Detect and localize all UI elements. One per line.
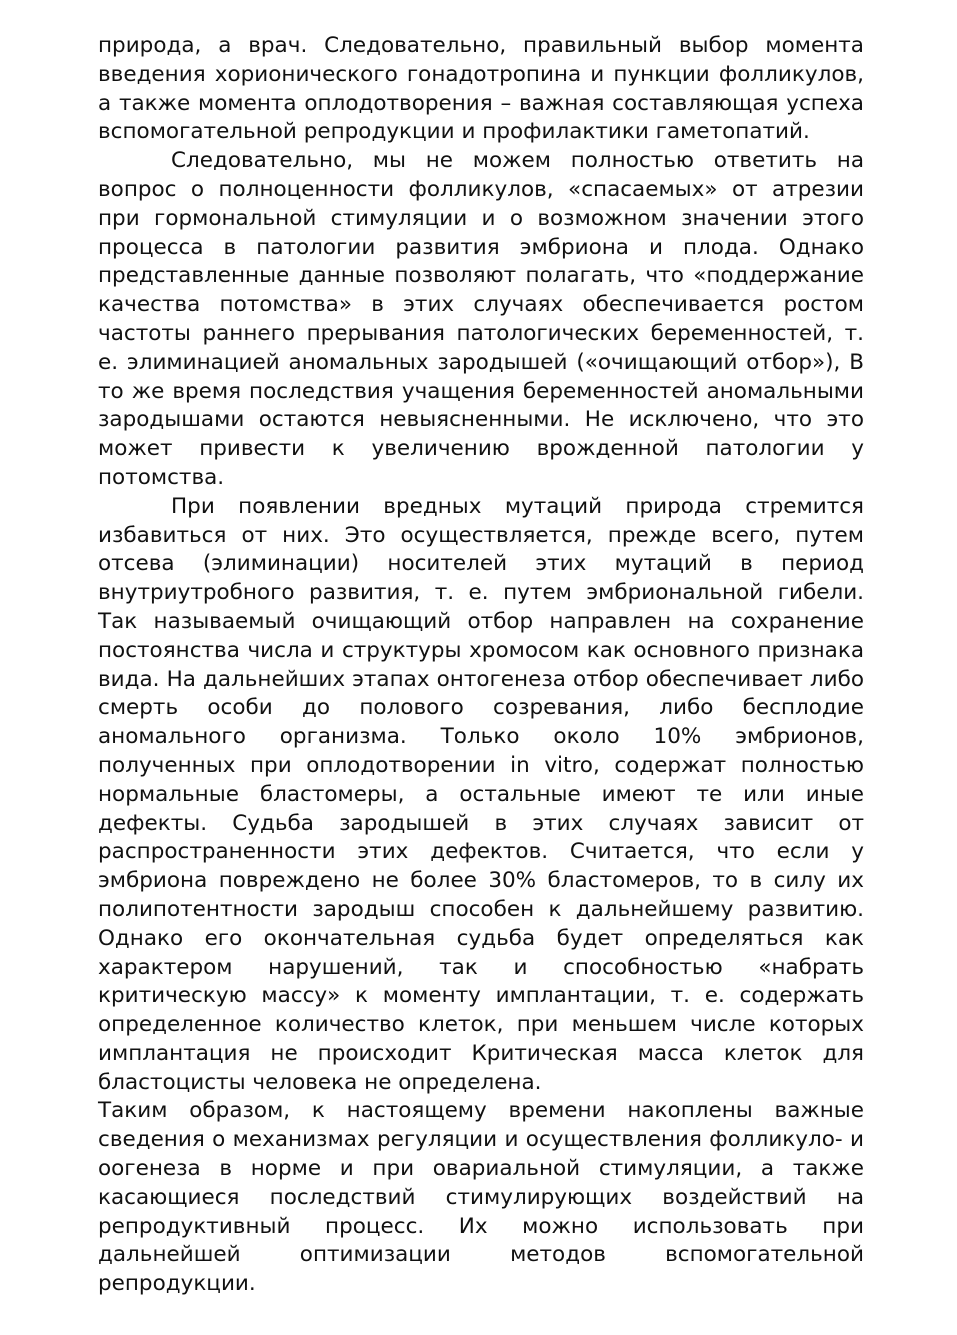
document-page bbox=[98, 32, 864, 1299]
paragraph-3: При появлении вредных мутаций природа стремится избавиться от них. Это осуществляется, прежде всего, путем отсева (элиминации) носителей этих мутаций в период внутриутробного развития, т. е. путем эмбриональной гибели. Так называемый очищающий отбор направлен на сохранение постоянства числа и структуры хромосом как основного признака вида. На дальнейших этапах онтогенеза отбор обеспечивает либо смерть особи до полового созревания, либо бесплодие аномального организма. Только около 10% эмбрионов, полученных при оплодотворении in vitro, содержат полностью нормальные бластомеры, а остальные имеют те или иные дефекты. Судьба зародышей в этих случаях зависит от распространенности этих дефектов. Считается, что если у эмбриона повреждено не более 30% бластомеров, то в силу их полипотентности зародыш способен к дальнейшему развитию. Однако его окончательная судьба будет определяться как характером нарушений, так и способностью «набрать критическую массу» к моменту имплантации, т. е. содержать определенное количество клеток, при меньшем числе которых имплантация не происходит Критическая масса клеток для бластоцисты человека не определена. bbox=[98, 493, 864, 1095]
paragraph-4: Таким образом, к настоящему времени накоплены важные сведения о механизмах регуляции и осуществления фолликуло- и оогенеза в норме и при овариальной стимуляции, а также касающиеся последствий стимулирующих воздействий на репродуктивный процесс. Их можно использовать при дальнейшей оптимизации методов вспомогательной репродукции. bbox=[98, 1098, 864, 1297]
paragraph-2: Следовательно, мы не можем полностью ответить на вопрос о полноценности фолликулов, «спасаемых» от атрезии при гормональной стимуляции и о возможном значении этого процесса в патологии развития эмбриона и плода. Однако представленные данные позволяют полагать, что «поддержание качества потомства» в этих случаях обеспечивается ростом частоты раннего прерывания патологических беременностей, т. е. элиминацией аномальных зародышей («очищающий отбор»), В то же время последствия учащения беременностей аномальными зародышами остаются невыясненными. Не исключено, что это может привести к увеличению врожденной патологии у потомства. bbox=[98, 148, 864, 490]
paragraph-1: природа, а врач. Следовательно, правильный выбор момента введения хорионического гонадотропина и пункции фолликулов, а также момента оплодотворения – важная составляющая успеха вспомогательной репродукции и профилактики гаметопатий. bbox=[98, 33, 864, 145]
